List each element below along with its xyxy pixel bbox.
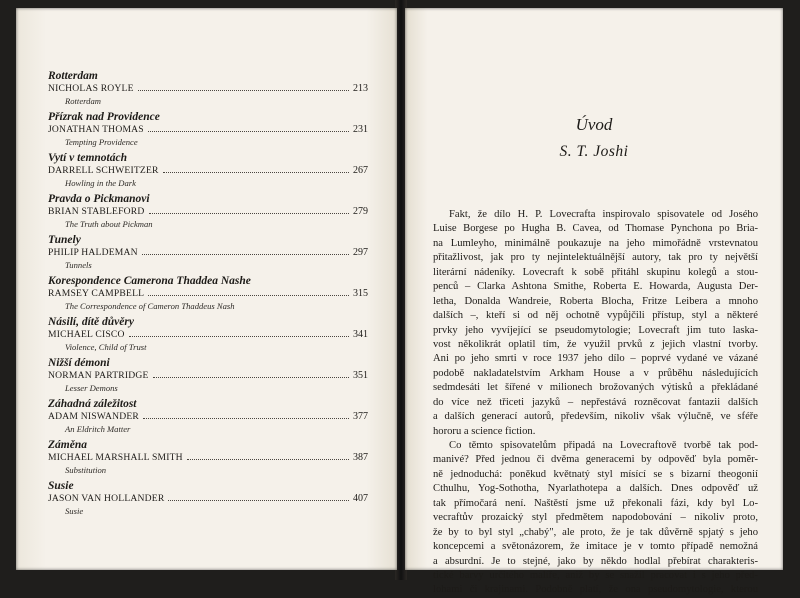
text-line: manivé? Před jednou či dvěma generacemi by odpověď byla pomĕr- bbox=[433, 454, 758, 466]
toc-entry-title: Korespondence Camerona Thaddea Nashe bbox=[48, 275, 251, 287]
toc-leader-dots bbox=[149, 213, 349, 214]
toc-entry-page: 297 bbox=[353, 247, 368, 258]
toc-entry-line bbox=[48, 411, 368, 423]
toc-leader-dots bbox=[143, 418, 349, 419]
toc-entry-page: 351 bbox=[353, 370, 368, 381]
text-line: že by to byl styl „chabý", ale proto, že je tak důvěrně spjatý s jeho bbox=[433, 526, 758, 538]
toc-entry bbox=[48, 480, 368, 521]
toc-leader-dots bbox=[148, 295, 349, 296]
text-line: penců – Clarka Ashtona Smithe, Roberta E. Howarda, Augusta Der- bbox=[433, 281, 758, 293]
toc-entry-page: 407 bbox=[353, 493, 368, 504]
toc-entry-original-title: Tunnels bbox=[65, 260, 92, 270]
toc-entry-title: Nižší démoni bbox=[48, 357, 110, 369]
toc-entry-original-title: The Truth about Pickman bbox=[65, 219, 153, 229]
toc-leader-dots bbox=[129, 336, 349, 337]
text-line: Co těmto spisovatelům připadá na Lovecraftově tvorbě tak pod- bbox=[449, 440, 758, 451]
toc-entry-original-title: Howling in the Dark bbox=[65, 178, 136, 188]
toc-entry-original-title: Susie bbox=[65, 506, 84, 516]
text-line: Fakt, že dílo H. P. Lovecrafta inspirovalo spisovatele od Josého bbox=[449, 209, 758, 220]
toc-entry-page: 341 bbox=[353, 329, 368, 340]
toc-entry-author: DARRELL SCHWEITZER bbox=[48, 165, 159, 176]
intro-heading bbox=[405, 114, 783, 162]
toc-entry-line bbox=[48, 493, 368, 505]
toc-leader-dots bbox=[148, 131, 349, 132]
toc-entry-line bbox=[48, 206, 368, 218]
text-line: prvky jeho vyvíjející se pseudomytologie; Lovecraft jim tuto laska- bbox=[433, 324, 758, 336]
toc-entry-page: 387 bbox=[353, 452, 368, 463]
toc-entry-author: RAMSEY CAMPBELL bbox=[48, 288, 145, 299]
toc-entry-original-title: Rotterdam bbox=[65, 96, 101, 106]
toc-entry-title: Záměna bbox=[48, 439, 87, 451]
toc-leader-dots bbox=[153, 377, 349, 378]
text-line: tak přímočará není. Naštěstí jsme už překonali fázi, kdy byl Lo- bbox=[433, 497, 758, 509]
toc-entry-title: Násilí, dítě důvěry bbox=[48, 316, 134, 328]
text-line: Cthulhu, Yog-Sothotha, Nyarlathotepa a dalších. Dnes odpověď už bbox=[433, 483, 758, 495]
text-line: vecraftův prozaický styl předmětem napodobování – nikoliv proto, bbox=[433, 512, 758, 524]
toc-entry-original-title: The Correspondence of Cameron Thaddeus Nash bbox=[65, 301, 235, 311]
toc-entry-page: 279 bbox=[353, 206, 368, 217]
text-line: přitažlivost, jak pro ty nejintelektuálnější autory, tak pro ty největší bbox=[433, 252, 758, 264]
toc-entry bbox=[48, 234, 368, 275]
toc-entry-line bbox=[48, 288, 368, 300]
intro-paragraph bbox=[433, 208, 758, 439]
text-line: Ani po jeho smrti v roce 1937 jeho dílo – poprvé vydané ve vázané bbox=[433, 353, 758, 365]
toc-entry-title: Přízrak nad Providence bbox=[48, 111, 160, 123]
toc-leader-dots bbox=[163, 172, 349, 173]
toc-entry-author: ADAM NISWANDER bbox=[48, 411, 140, 422]
text-line: vost několikrát oplatil tím, že využil prvků z jejich vlastní tvorby. bbox=[433, 338, 758, 350]
toc-leader-dots bbox=[142, 254, 349, 255]
toc-entry-author: MICHAEL CISCO bbox=[48, 329, 125, 340]
toc-leader-dots bbox=[138, 90, 349, 91]
toc-entry-title: Pravda o Pickmanovi bbox=[48, 193, 150, 205]
toc-entry bbox=[48, 111, 368, 152]
toc-entry-author: MICHAEL MARSHALL SMITH bbox=[48, 452, 183, 463]
toc-entry-author: PHILIP HALDEMAN bbox=[48, 247, 138, 258]
toc-entry-author: JASON VAN HOLLANDER bbox=[48, 493, 165, 504]
toc-leader-dots bbox=[187, 459, 349, 460]
table-of-contents bbox=[48, 70, 368, 521]
text-line: a absurdní. Je to stejné, jako by někdo hodlal přebírat charakteris- bbox=[433, 555, 758, 567]
toc-entry-line bbox=[48, 452, 368, 464]
toc-entry-original-title: Substitution bbox=[65, 465, 107, 475]
toc-entry-title: Záhadná záležitost bbox=[48, 398, 137, 410]
intro-title: Úvod bbox=[575, 115, 613, 134]
toc-entry-author: BRIAN STABLEFORD bbox=[48, 206, 145, 217]
toc-entry-author: NICHOLAS ROYLE bbox=[48, 83, 134, 94]
toc-entry-title: Susie bbox=[48, 480, 74, 492]
text-line: Luise Borgese po Hugha B. Cavea, od Thomase Pynchona po Bria- bbox=[433, 223, 758, 235]
toc-entry-page: 377 bbox=[353, 411, 368, 422]
toc-entry bbox=[48, 70, 368, 111]
toc-entry-page: 231 bbox=[353, 124, 368, 135]
text-line: letha, Donalda Wandreie, Roberta Blocha, Fritze Leibera a mnoho bbox=[433, 295, 758, 307]
toc-entry-author: JONATHAN THOMAS bbox=[48, 124, 144, 135]
toc-entry-page: 213 bbox=[353, 83, 368, 94]
toc-entry-line bbox=[48, 329, 368, 341]
toc-entry-line bbox=[48, 83, 368, 95]
toc-entry bbox=[48, 316, 368, 357]
text-line: tické barvy určitého malíře, aniž by se snažil pracovat i s jeho před- bbox=[433, 569, 758, 581]
text-line: ně jednoduchá: poněkud květnatý styl mísící se s bizarní theogonií bbox=[433, 468, 758, 480]
toc-entry bbox=[48, 398, 368, 439]
toc-entry-line bbox=[48, 165, 368, 177]
text-line: sedmdesáti let šířené v milionech brožovaných výtisků a překládané bbox=[433, 382, 758, 394]
toc-entry-title: Rotterdam bbox=[48, 70, 98, 82]
toc-leader-dots bbox=[168, 500, 349, 501]
intro-body-text bbox=[433, 208, 758, 598]
text-line: a dalších generací autorů, především, nikoliv však výlučně, ve sféře bbox=[433, 411, 758, 423]
toc-entry-author: NORMAN PARTRIDGE bbox=[48, 370, 149, 381]
text-line: do více než třiceti jazyků – nepřestává rozněcovat fantazii dalších bbox=[433, 396, 758, 408]
toc-entry-original-title: Violence, Child of Trust bbox=[65, 342, 147, 352]
toc-entry bbox=[48, 357, 368, 398]
text-line: koncepcemi a světonázorem, že imitace je v tomto případě nemožná bbox=[433, 541, 758, 553]
toc-entry-page: 267 bbox=[353, 165, 368, 176]
toc-entry-original-title: Lesser Demons bbox=[65, 383, 118, 393]
toc-entry bbox=[48, 275, 368, 316]
toc-entry-line bbox=[48, 370, 368, 382]
toc-entry bbox=[48, 193, 368, 234]
text-line: hororu a science fiction. bbox=[433, 425, 536, 437]
toc-entry-title: Tunely bbox=[48, 234, 81, 246]
toc-entry-title: Vytí v temnotách bbox=[48, 152, 128, 164]
toc-entry bbox=[48, 152, 368, 193]
intro-author: S. T. Joshi bbox=[559, 143, 629, 160]
toc-entry-original-title: Tempting Providence bbox=[65, 137, 138, 147]
toc-entry-original-title: An Eldritch Matter bbox=[65, 424, 131, 434]
text-line: literární nádeníky. Lovecraft k sobě přitáhl skupinu kolegů a stou- bbox=[433, 266, 758, 278]
toc-entry-page: 315 bbox=[353, 288, 368, 299]
toc-entry-line bbox=[48, 124, 368, 136]
text-line: podobě nakladatelstvím Arkham House a v průběhu následujících bbox=[433, 367, 758, 379]
intro-paragraph bbox=[433, 439, 758, 598]
toc-entry-line bbox=[48, 247, 368, 259]
text-line: dalších –, kteří si od něj ochotně vypůjčili přístup, styl a některé bbox=[433, 310, 758, 322]
toc-entry bbox=[48, 439, 368, 480]
text-line: lohami či krajinami. Podobně platí, že ona pseudomytologie, kterou bbox=[433, 584, 758, 596]
text-line: na Lumleyho, minimálně poukazuje na jeho mimořádně vrstevnatou bbox=[433, 237, 758, 249]
